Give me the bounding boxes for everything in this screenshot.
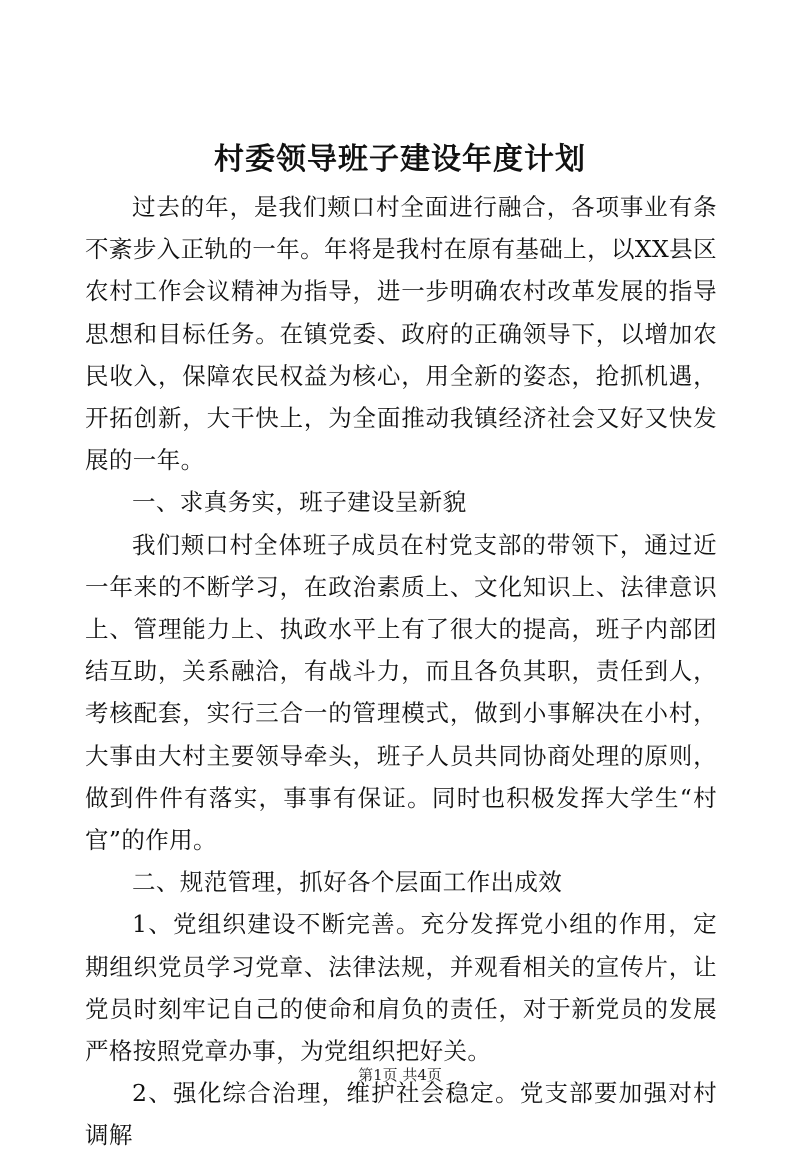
paragraph-party-organization: 1、党组织建设不断完善。充分发挥党小组的作用，定期组织党员学习党章、法律法规，并观看相关的宣传片，让党员时刻牢记自己的使命和肩负的责任，对于新党员的发展严格按照党章办事，为党组织把好关。 bbox=[85, 910, 717, 1066]
page-number-footer: 第1页 共4页 bbox=[358, 1066, 442, 1084]
paragraph-comprehensive-governance: 2、强化综合治理，维护社会稳定。党支部要加强对村调解 bbox=[85, 1079, 717, 1150]
section-heading-1: 一、求真务实，班子建设呈新貌 bbox=[132, 488, 467, 517]
paragraph-intro: 过去的年，是我们颊口村全面进行融合，各项事业有条不紊步入正轨的一年。年将是我村在原有基础上，以XX县区农村工作会议精神为指导，进一步明确农村改革发展的指导思想和目标任务。在镇党委、政府的正确领导下，以增加农民收入，保障农民权益为核心，用全新的姿态，抢抓机遇，开拓创新，大干快上，为全面推动我镇经济社会又好又快发展的一年。 bbox=[85, 193, 717, 475]
document-body bbox=[85, 186, 717, 1157]
section-heading-2: 二、规范管理，抓好各个层面工作出成效 bbox=[132, 868, 563, 897]
paragraph-team-building: 我们颊口村全体班子成员在村党支部的带领下，通过近一年来的不断学习，在政治素质上、文化知识上、法律意识上、管理能力上、执政水平上有了很大的提高，班子内部团结互助，关系融洽，有战斗力，而且各负其职，责任到人，考核配套，实行三合一的管理模式，做到小事解决在小村，大事由大村主要领导牵头，班子人员共同协商处理的原则，做到件件有落实，事事有保证。同时也积极发挥大学生“村官”的作用。 bbox=[85, 530, 717, 855]
document-title: 村委领导班子建设年度计划 bbox=[214, 142, 586, 177]
